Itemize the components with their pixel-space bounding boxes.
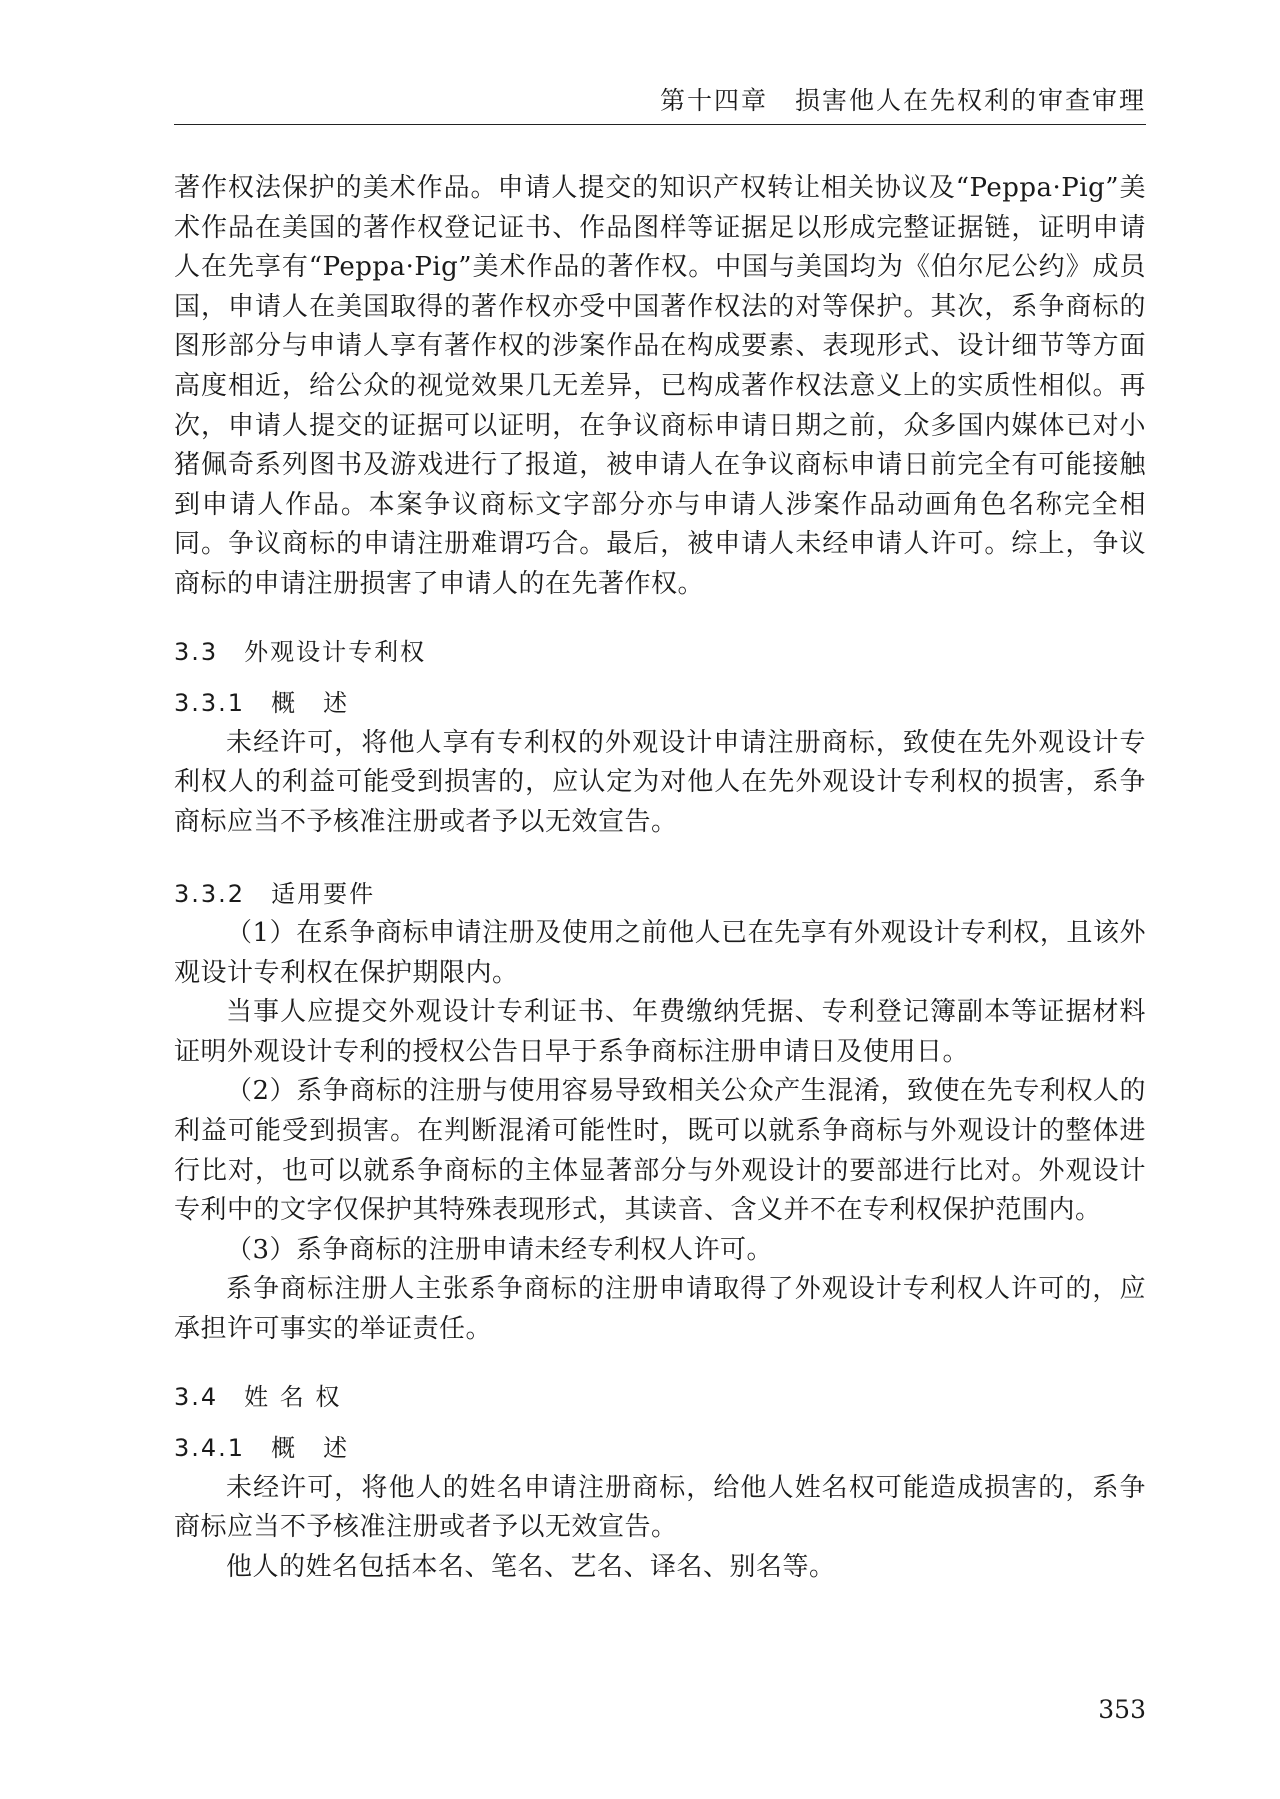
section-heading-3-4-1 (174, 1429, 1146, 1469)
page-content (174, 169, 1146, 1588)
section-heading-3-4 (174, 1378, 1146, 1418)
paragraph: 系争商标注册人主张系争商标的注册申请取得了外观设计专利权人许可的，应承担许可事实的举证责任。 (174, 1274, 1146, 1345)
paragraph: （1）在系争商标申请注册及使用之前他人已在先享有外观设计专利权，且该外观设计专利权在保护期限内。 (174, 918, 1146, 988)
paragraph: 未经许可，将他人享有专利权的外观设计申请注册商标，致使在先外观设计专利权人的利益可能受到损害的，应认定为对他人在先外观设计专利权的损害，系争商标应当不予核准注册或者予以无效宣告。 (174, 727, 1146, 837)
paragraph: 未经许可，将他人的姓名申请注册商标，给他人姓名权可能造成损害的，系争商标应当不予核准注册或者予以无效宣告。 (174, 1472, 1146, 1543)
section-heading-3-3-2 (174, 875, 1146, 915)
section-number: 3.3.2 (174, 879, 246, 908)
section-number: 3.3 (174, 637, 219, 666)
section-title: 姓 名 权 (244, 1382, 342, 1411)
section-number: 3.3.1 (174, 689, 246, 718)
paragraph: 他人的姓名包括本名、笔名、艺名、译名、别名等。 (226, 1552, 836, 1582)
section-title: 外观设计专利权 (244, 637, 427, 666)
paragraph-intro: 著作权法保护的美术作品。申请人提交的知识产权转让相关协议及“Peppa·Pig”美术作品在美国的著作权登记证书、作品图样等证据足以形成完整证据链，证明申请人在先享有“Peppa·Pig”美术作品的著作权。中国与美国均为《伯尔尼公约》成员国，申请人在美国取得的著作权亦受中国著作权法的对等保护。其次，系争商标的图形部分与申请人享有著作权的涉案作品在构成要素、表现形式、设计细节等方面高度相近，给公众的视觉效果几无差异，已构成著作权法意义上的实质性相似。再次，申请人提交的证据可以证明，在争议商标申请日期之前，众多国内媒体已对小猪佩奇系列图书及游戏进行了报道，被申请人在争议商标申请日前完全有可能接触到申请人作品。本案争议商标文字部分亦与申请人涉案作品动画角色名称完全相同。争议商标的申请注册难谓巧合。最后，被申请人未经申请人许可。综上，争议商标的申请注册损害了申请人的在先著作权。 (174, 173, 1146, 599)
page-number: 353 (1098, 1695, 1146, 1724)
paragraph: （2）系争商标的注册与使用容易导致相关公众产生混淆，致使在先专利权人的利益可能受到损害。在判断混淆可能性时，既可以就系争商标与外观设计的整体进行比对，也可以就系争商标的主体显著部分与外观设计的要部进行比对。外观设计专利中的文字仅保护其特殊表现形式，其读音、含义并不在专利权保护范围内。 (174, 1076, 1146, 1226)
section-title: 概 述 (271, 689, 350, 718)
section-heading-3-3-1 (174, 684, 1146, 724)
section-title: 适用要件 (271, 879, 376, 908)
paragraph: （3）系争商标的注册申请未经专利权人许可。 (226, 1234, 774, 1265)
section-number: 3.4.1 (174, 1434, 246, 1463)
header-rule (174, 124, 1146, 125)
section-number: 3.4 (174, 1382, 219, 1411)
paragraph: 当事人应提交外观设计专利证书、年费缴纳凭据、专利登记簿副本等证据材料证明外观设计专利的授权公告日早于系争商标注册申请日及使用日。 (174, 997, 1146, 1067)
section-title: 概 述 (271, 1434, 350, 1463)
running-header: 第十四章 损害他人在先权利的审查审理 (659, 86, 1146, 115)
section-heading-3-3 (174, 633, 1146, 673)
